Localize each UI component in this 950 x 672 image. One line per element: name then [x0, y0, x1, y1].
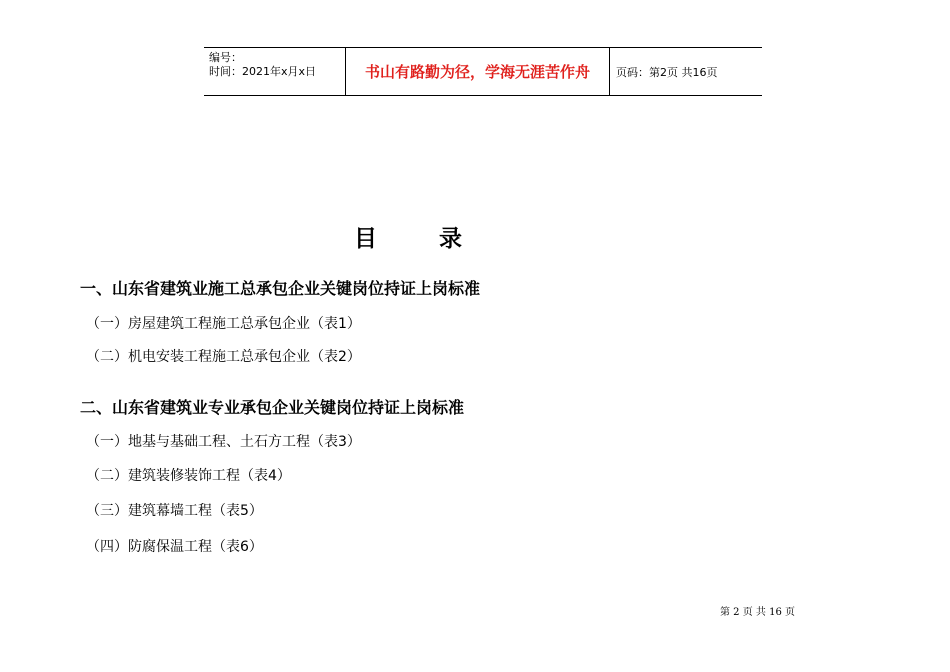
header-page-cell	[610, 48, 762, 95]
document-number: 编号：	[209, 51, 242, 64]
toc-item: （三）建筑幕墙工程（表5）	[86, 503, 263, 519]
toc-title: 目录	[354, 226, 524, 252]
toc-item: （四）防腐保温工程（表6）	[86, 539, 263, 555]
header-motto-cell	[346, 48, 610, 95]
document-time: 时间：2021年x月x日	[209, 65, 317, 78]
page-footer: 第 2 页 共 16 页	[720, 607, 795, 618]
page-header	[204, 47, 762, 96]
toc-item: （二）机电安装工程施工总承包企业（表2）	[86, 349, 361, 365]
toc-item: （一）地基与基础工程、土石方工程（表3）	[86, 434, 361, 450]
header-info-cell	[204, 48, 346, 95]
toc-section-1-title: 一、山东省建筑业施工总承包企业关键岗位持证上岗标准	[80, 279, 481, 298]
toc-item: （一）房屋建筑工程施工总承包企业（表1）	[86, 316, 361, 332]
header-motto: 书山有路勤为径，学海无涯苦作舟	[364, 63, 590, 81]
toc-item: （二）建筑装修装饰工程（表4）	[86, 468, 291, 484]
toc-section-2-title: 二、山东省建筑业专业承包企业关键岗位持证上岗标准	[80, 398, 465, 417]
header-page-number: 页码：第2页 共16页	[616, 65, 718, 79]
